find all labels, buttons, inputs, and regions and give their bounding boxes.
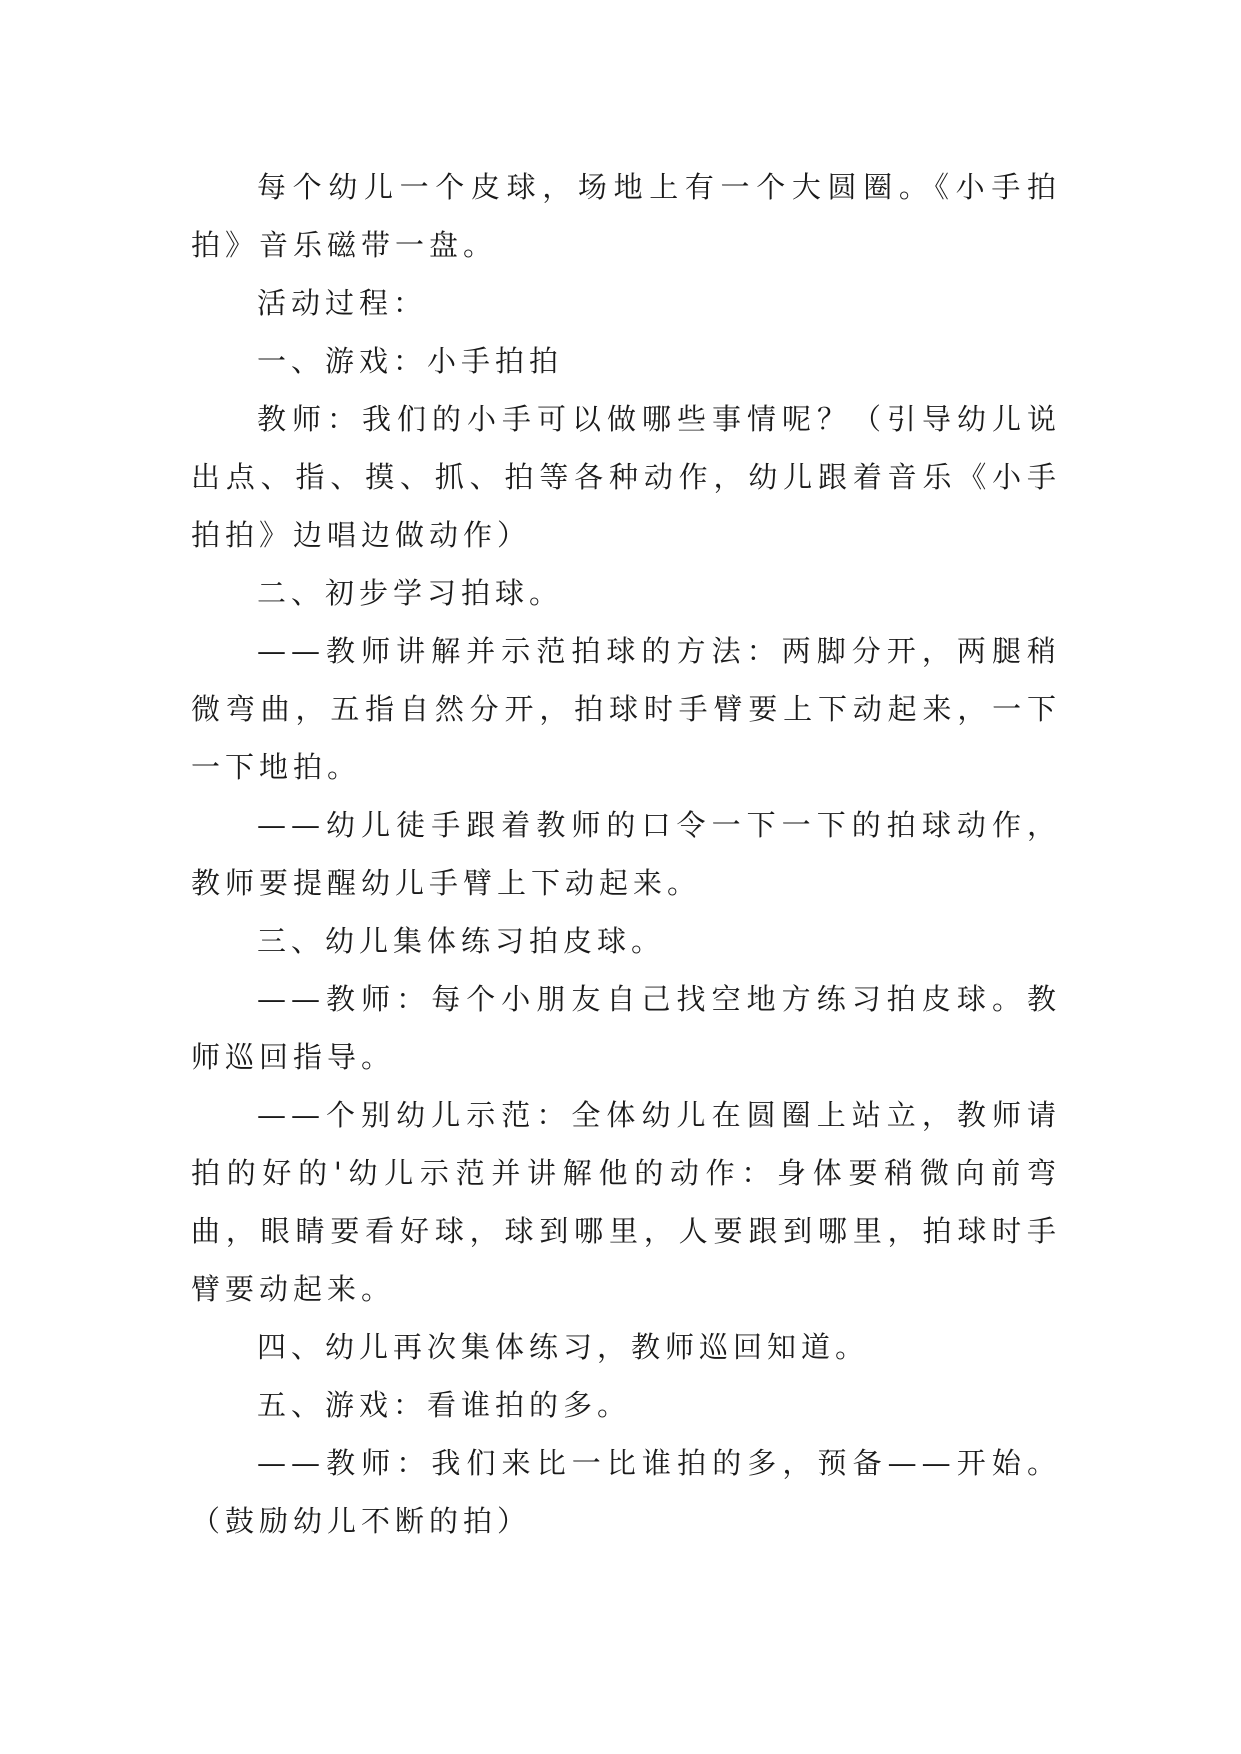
paragraph-step-five-heading: 五、游戏：看谁拍的多。 bbox=[257, 1388, 632, 1422]
paragraph-activity-process-heading: 活动过程： bbox=[257, 286, 428, 320]
paragraph-step-one-heading: 一、游戏：小手拍拍 bbox=[257, 344, 564, 378]
paragraph-step-three-teacher: ——教师：每个小朋友自己找空地方练习拍皮球。教师巡回指导。 bbox=[191, 982, 1061, 1074]
paragraph-step-two-demo: ——教师讲解并示范拍球的方法：两脚分开，两腿稍微弯曲，五指自然分开，拍球时手臂要上下动起来，一下一下地拍。 bbox=[191, 634, 1061, 784]
paragraph-step-five-body: ——教师：我们来比一比谁拍的多，预备——开始。（鼓励幼儿不断的拍） bbox=[191, 1446, 1061, 1538]
paragraph-step-four-heading: 四、幼儿再次集体练习，教师巡回知道。 bbox=[257, 1330, 870, 1364]
paragraph-step-two-practice: ——幼儿徒手跟着教师的口令一下一下的拍球动作，教师要提醒幼儿手臂上下动起来。 bbox=[191, 808, 1061, 900]
paragraph-step-three-heading: 三、幼儿集体练习拍皮球。 bbox=[257, 924, 666, 958]
paragraph-materials: 每个幼儿一个皮球，场地上有一个大圆圈。《小手拍拍》音乐磁带一盘。 bbox=[191, 170, 1061, 262]
document-body bbox=[191, 158, 1061, 1550]
paragraph-step-three-demo: ——个别幼儿示范：全体幼儿在圆圈上站立，教师请拍的好的'幼儿示范并讲解他的动作：身体要稍微向前弯曲，眼睛要看好球，球到哪里，人要跟到哪里，拍球时手臂要动起来。 bbox=[191, 1098, 1061, 1306]
paragraph-step-one-body: 教师：我们的小手可以做哪些事情呢？（引导幼儿说出点、指、摸、抓、拍等各种动作，幼儿跟着音乐《小手拍拍》边唱边做动作） bbox=[191, 402, 1061, 552]
paragraph-step-two-heading: 二、初步学习拍球。 bbox=[257, 576, 564, 610]
